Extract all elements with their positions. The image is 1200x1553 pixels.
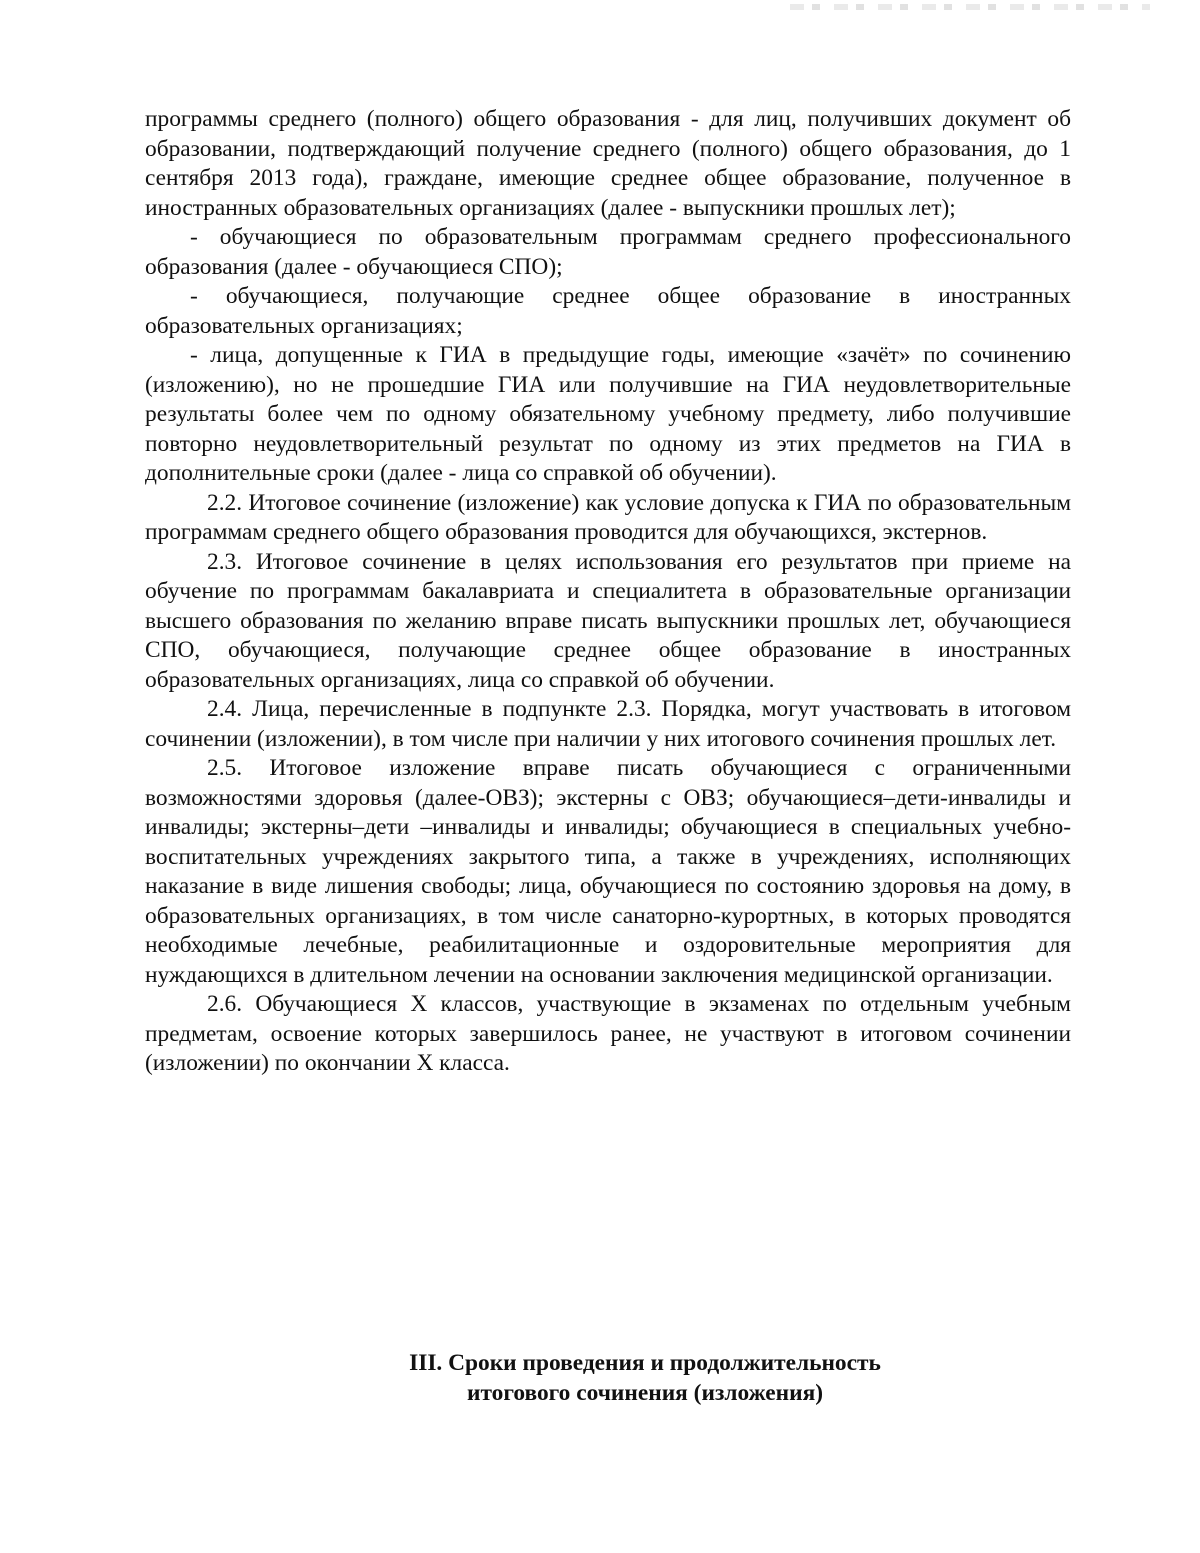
section-heading (145, 1349, 1145, 1408)
paragraph-2-5: 2.5. Итоговое изложение вправе писать обучающиеся с ограниченными возможностями здоровья (далее-ОВЗ); экстерны с ОВЗ; обучающиеся–дети-инвалиды и инвалиды; экстерны–дети –инвалиды и инвалиды; обучающиеся в специальных учебно-воспитательных учреждениях закрытого типа, а также в учреждениях, исполняющих наказание в виде лишения свободы; лица, обучающиеся по состоянию здоровья на дому, в образовательных организациях, в том числе санаторно-курортных, в которых проводятся необходимые лечебные, реабилитационные и оздоровительные мероприятия для нуждающихся в длительном лечении на основании заключения медицинской организации. (145, 755, 1071, 988)
section-heading-line2: итогового сочинения (изложения) (466, 1379, 824, 1406)
paragraph-spo-students: - обучающиеся по образовательным программам среднего профессионального образования (далее - обучающиеся СПО); (145, 224, 1071, 280)
paragraph-2-6: 2.6. Обучающиеся X классов, участвующие в экзаменах по отдельным учебным предметам, освоение которых завершилось ранее, не участвуют в итоговом сочинении (изложении) по окончании X класса. (145, 991, 1071, 1076)
paragraph-2-4: 2.4. Лица, перечисленные в подпункте 2.3. Порядка, могут участвовать в итоговом сочинении (изложении), в том числе при наличии у них итогового сочинения прошлых лет. (145, 696, 1071, 752)
paragraph-certificate-holders: - лица, допущенные к ГИА в предыдущие годы, имеющие «зачёт» по сочинению (изложению), но не прошедшие ГИА или получившие на ГИА неудовлетворительные результаты более чем по одному обязательному учебному предмету, либо получившие повторно неудовлетворительный результат по одному из этих предметов на ГИА в дополнительные сроки (далее - лица со справкой об обучении). (145, 342, 1071, 486)
paragraph-2-3: 2.3. Итоговое сочинение в целях использования его результатов при приеме на обучение по программам бакалавриата и специалитета в образовательные организации высшего образования по желанию вправе писать выпускники прошлых лет, обучающиеся СПО, обучающиеся, получающие среднее общее образование в иностранных образовательных организациях, лица со справкой об обучении. (145, 548, 1071, 693)
document-body (145, 105, 1071, 1079)
section-heading-line1: III. Сроки проведения и продолжительность (409, 1350, 881, 1376)
scan-artifact (790, 4, 1150, 10)
paragraph-2-2: 2.2. Итоговое сочинение (изложение) как условие допуска к ГИА по образовательным программам среднего общего образования проводится для обучающихся, экстернов. (145, 489, 1071, 545)
paragraph-foreign-students: - обучающиеся, получающие среднее общее образование в иностранных образовательных организациях; (145, 283, 1071, 339)
paragraph-graduates-previous-years: программы среднего (полного) общего образования - для лиц, получивших документ об образовании, подтверждающий получение среднего (полного) общего образования, до 1 сентября 2013 года), граждане, имеющие среднее общее образование, полученное в иностранных образовательных организациях (далее - выпускники прошлых лет); (145, 106, 1071, 221)
